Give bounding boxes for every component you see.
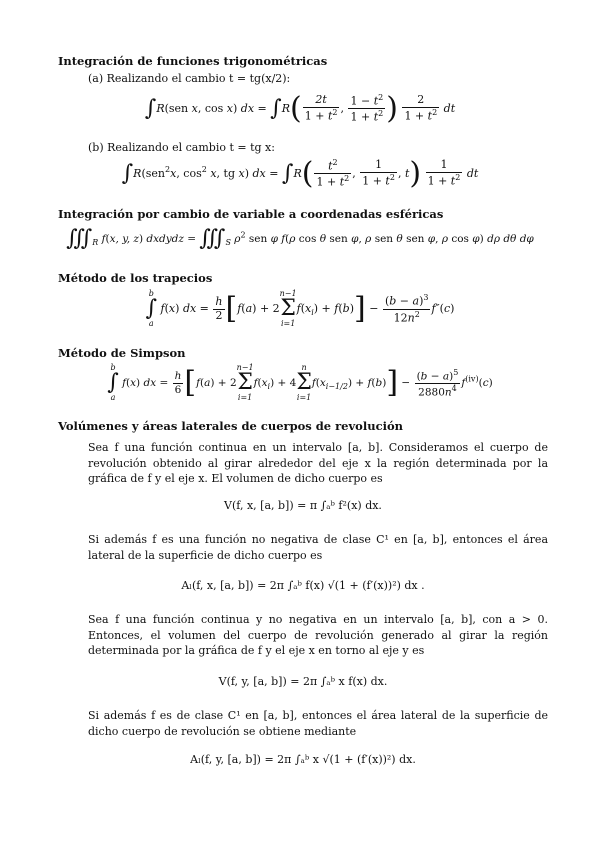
formula-trig-b: ∫R(sen$^2$x, $\cos^2 x$, tg x) dx = ∫R( $\frac{t^2}{1 + t^2}$ , $\frac{1}{1 + t^2}$ , t) $\frac{1}{1 + t^2}$ dt <box>121 155 479 191</box>
trig-item-a: (a) Realizando el cambio t = tg(x/2): <box>88 71 291 85</box>
paragraph-4: Si además f es de clase C¹ en [a, b], entonces el área lateral de la superficie de dicho cuerpo de revolución se obtiene mediante <box>88 709 548 738</box>
formula-volume-x: V(f, x, [a, b]) = π ∫ₐᵇ f²(x) dx. <box>224 499 382 512</box>
p3-wrap <box>58 612 548 659</box>
simpson-section <box>58 346 548 361</box>
trig-section <box>58 54 548 87</box>
section-title: Volúmenes y áreas laterales de cuerpos de revolución <box>58 419 403 433</box>
spherical-section <box>58 207 548 222</box>
formula-area-y: Aₗ(f, y, [a, b]) = 2π ∫ₐᵇ x √(1 + (f′(x))²) dx. <box>190 753 416 766</box>
paragraph-3: Sea f una función continua y no negativa en un intervalo [a, b], con a > 0. Entonces, el volumen del cuerpo de revolución generado al girar la región determinada por la gráfica de f y el eje x en torno al eje y es <box>88 613 548 658</box>
section-title: Método de los trapecios <box>58 271 213 285</box>
trig-item-b: (b) Realizando el cambio t = tg x: <box>88 141 275 154</box>
formula-volume-y: V(f, y, [a, b]) = 2π ∫ₐᵇ x f(x) dx. <box>218 675 388 688</box>
formula-trig-a: ∫R(sen x, cos x) dx = ∫R( $\frac{2t}{1 + t^2}$ , $\frac{1 - t^2}{1 + t^2}$ ) $\frac{2}{1 + t^2}$ dt <box>144 90 456 126</box>
formula-area-x: Aₗ(f, x, [a, b]) = 2π ∫ₐᵇ f(x) √(1 + (f′(x))²) dx . <box>181 579 425 592</box>
paragraph-1: Sea f una función continua en un intervalo [a, b]. Consideramos el cuerpo de revolución obtenido al girar alrededor del eje x la región determinada por la gráfica de f y el eje x. El volumen de dicho cuerpo es <box>88 440 548 486</box>
section-title: Integración por cambio de variable a coordenadas esféricas <box>58 207 444 221</box>
section-title: Método de Simpson <box>58 346 186 360</box>
formula-spherical: $∭_R$ f(x, y, z) dxdydz = $∭_S$ $\rho^2$ sen φ f(ρ cos θ sen φ, ρ sen θ sen φ, ρ cos φ) dρ dθ dφ <box>66 226 534 251</box>
p2-wrap <box>58 532 548 563</box>
trig-b-wrap <box>58 140 548 156</box>
section-title: Integración de funciones trigonométricas <box>58 54 328 68</box>
formula-simpson: b ∫ a f(x) dx = $\frac{h}{6}$ [f(a) + 2 n−1 Σ i=1 $f(x_i) + 4$ n Σ i=1 $f(x_{i-1/2}) + f(b)$] − $\frac{(b - a)^5}{2880n^4}$ $f^{(iv)}(c)$ <box>107 363 493 402</box>
p4-wrap <box>58 708 548 739</box>
paragraph-2: Si además f es una función no negativa de clase C¹ en [a, b], entonces el área lateral de la superficie de dicho cuerpo es <box>88 533 548 562</box>
formula-trapezoid: b ∫ a f(x) dx = $\frac{h}{2}$ [f(a) + 2 n−1 Σ i=1 $f(x_i) + f(b)$] − $\frac{(b - a)^3}{12n^2}$ f″(c) <box>145 289 455 328</box>
revolution-section <box>58 419 548 487</box>
trapezoid-section <box>58 271 548 286</box>
